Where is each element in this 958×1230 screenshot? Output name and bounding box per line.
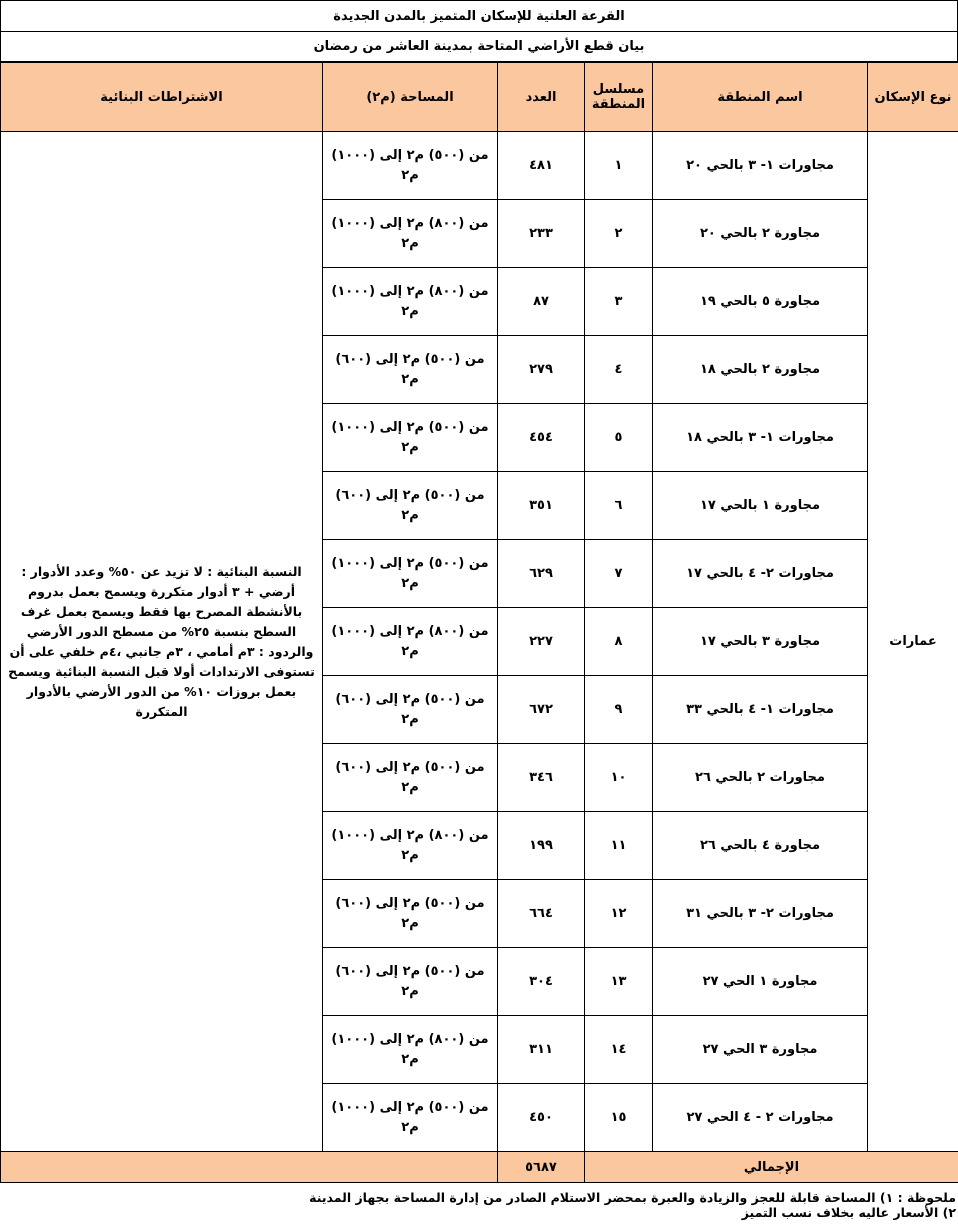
space-cell: من (٨٠٠) م٢ إلى (١٠٠٠) م٢ xyxy=(323,812,498,880)
serial-cell: ٤ xyxy=(585,336,653,404)
count-cell: ٦٧٢ xyxy=(498,676,585,744)
space-cell: من (٥٠٠) م٢ إلى (٦٠٠) م٢ xyxy=(323,948,498,1016)
count-cell: ٢٢٧ xyxy=(498,608,585,676)
space-cell: من (٥٠٠) م٢ إلى (٦٠٠) م٢ xyxy=(323,336,498,404)
space-cell: من (٥٠٠) م٢ إلى (١٠٠٠) م٢ xyxy=(323,1084,498,1152)
count-cell: ٢٣٣ xyxy=(498,200,585,268)
area-name-cell: مجاورة ٢ بالحي ٢٠ xyxy=(653,200,868,268)
notes xyxy=(0,1190,958,1220)
serial-cell: ١٠ xyxy=(585,744,653,812)
col-header-area-name: اسم المنطقة xyxy=(653,63,868,132)
space-cell: من (٥٠٠) م٢ إلى (١٠٠٠) م٢ xyxy=(323,132,498,200)
serial-cell: ١٥ xyxy=(585,1084,653,1152)
col-header-housing-type: نوع الإسكان xyxy=(868,63,958,132)
table-header-row xyxy=(1,63,958,132)
area-name-cell: مجاورة ١ الحي ٢٧ xyxy=(653,948,868,1016)
count-cell: ٤٨١ xyxy=(498,132,585,200)
page-subtitle: بيان قطع الأراضي المتاحة بمدينة العاشر من رمضان xyxy=(0,32,958,62)
serial-cell: ٩ xyxy=(585,676,653,744)
space-cell: من (٥٠٠) م٢ إلى (١٠٠٠) م٢ xyxy=(323,540,498,608)
serial-cell: ٣ xyxy=(585,268,653,336)
area-name-cell: مجاورة ٥ بالحي ١٩ xyxy=(653,268,868,336)
serial-cell: ٧ xyxy=(585,540,653,608)
table-row xyxy=(1,132,958,200)
count-cell: ٦٢٩ xyxy=(498,540,585,608)
area-name-cell: مجاورات ١- ٣ بالحي ٢٠ xyxy=(653,132,868,200)
count-cell: ٣٤٦ xyxy=(498,744,585,812)
serial-cell: ٨ xyxy=(585,608,653,676)
serial-cell: ٢ xyxy=(585,200,653,268)
serial-cell: ١٣ xyxy=(585,948,653,1016)
plots-table xyxy=(0,62,958,1183)
area-name-cell: مجاورات ٢- ٤ بالحي ١٧ xyxy=(653,540,868,608)
area-name-cell: مجاورة ٣ بالحي ١٧ xyxy=(653,608,868,676)
count-cell: ٣٠٤ xyxy=(498,948,585,1016)
area-name-cell: مجاورة ٤ بالحي ٢٦ xyxy=(653,812,868,880)
total-empty-cell xyxy=(1,1152,498,1183)
area-name-cell: مجاورات ٢- ٣ بالحي ٣١ xyxy=(653,880,868,948)
space-cell: من (٨٠٠) م٢ إلى (١٠٠٠) م٢ xyxy=(323,200,498,268)
serial-cell: ١١ xyxy=(585,812,653,880)
space-cell: من (٥٠٠) م٢ إلى (٦٠٠) م٢ xyxy=(323,744,498,812)
count-cell: ٨٧ xyxy=(498,268,585,336)
note-line-1: ملحوظة : ١) المساحة قابلة للعجز والزيادة والعبرة بمحضر الاستلام الصادر من إدارة المساحة بجهاز المدينة xyxy=(309,1190,956,1205)
col-header-count: العدد xyxy=(498,63,585,132)
space-cell: من (٥٠٠) م٢ إلى (٦٠٠) م٢ xyxy=(323,880,498,948)
area-name-cell: مجاورات ١- ٤ بالحي ٣٣ xyxy=(653,676,868,744)
count-cell: ٣٥١ xyxy=(498,472,585,540)
total-value: ٥٦٨٧ xyxy=(498,1152,585,1183)
space-cell: من (٨٠٠) م٢ إلى (١٠٠٠) م٢ xyxy=(323,1016,498,1084)
space-cell: من (٥٠٠) م٢ إلى (٦٠٠) م٢ xyxy=(323,676,498,744)
count-cell: ٣١١ xyxy=(498,1016,585,1084)
serial-cell: ١٢ xyxy=(585,880,653,948)
col-header-conditions: الاشتراطات البنائية xyxy=(1,63,323,132)
serial-cell: ٦ xyxy=(585,472,653,540)
area-name-cell: مجاورات ١- ٣ بالحي ١٨ xyxy=(653,404,868,472)
count-cell: ٦٦٤ xyxy=(498,880,585,948)
count-cell: ٢٧٩ xyxy=(498,336,585,404)
serial-cell: ٥ xyxy=(585,404,653,472)
space-cell: من (٨٠٠) م٢ إلى (١٠٠٠) م٢ xyxy=(323,608,498,676)
space-cell: من (٥٠٠) م٢ إلى (٦٠٠) م٢ xyxy=(323,472,498,540)
count-cell: ٤٥٤ xyxy=(498,404,585,472)
col-header-serial: مسلسل المنطقة xyxy=(585,63,653,132)
page-title: القرعة العلنية للإسكان المتميز بالمدن الجديدة xyxy=(0,0,958,32)
count-cell: ٤٥٠ xyxy=(498,1084,585,1152)
total-label: الإجمالي xyxy=(585,1152,958,1183)
area-name-cell: مجاورات ٢ بالحي ٢٦ xyxy=(653,744,868,812)
housing-type-cell: عمارات xyxy=(868,132,958,1152)
count-cell: ١٩٩ xyxy=(498,812,585,880)
area-name-cell: مجاورة ٣ الحي ٢٧ xyxy=(653,1016,868,1084)
col-header-space: المساحة (م٢) xyxy=(323,63,498,132)
total-row xyxy=(1,1152,958,1183)
area-name-cell: مجاورة ١ بالحي ١٧ xyxy=(653,472,868,540)
area-name-cell: مجاورة ٢ بالحي ١٨ xyxy=(653,336,868,404)
note-line-2: ٢) الأسعار عاليه بخلاف نسب التميز xyxy=(741,1205,956,1220)
area-name-cell: مجاورات ٢ - ٤ الحي ٢٧ xyxy=(653,1084,868,1152)
space-cell: من (٨٠٠) م٢ إلى (١٠٠٠) م٢ xyxy=(323,268,498,336)
serial-cell: ١٤ xyxy=(585,1016,653,1084)
space-cell: من (٥٠٠) م٢ إلى (١٠٠٠) م٢ xyxy=(323,404,498,472)
serial-cell: ١ xyxy=(585,132,653,200)
building-conditions-cell: النسبة البنائية : لا تزيد عن ٥٠% وعدد الأدوار : أرضي + ٣ أدوار متكررة ويسمح بعمل بدروم بالأنشطة المصرح بها فقط ويسمح بعمل غرف السطح بنسبة ٢٥% من مسطح الدور الأرضي والردود : ٣م أمامي ، ٣م جانبي ،٤م خلفي على أن تستوفى الارتدادات أولا قبل النسبة البنائية ويسمح بعمل بروزات ١٠% من الدور الأرضي بالأدوار المتكررة xyxy=(1,132,323,1152)
